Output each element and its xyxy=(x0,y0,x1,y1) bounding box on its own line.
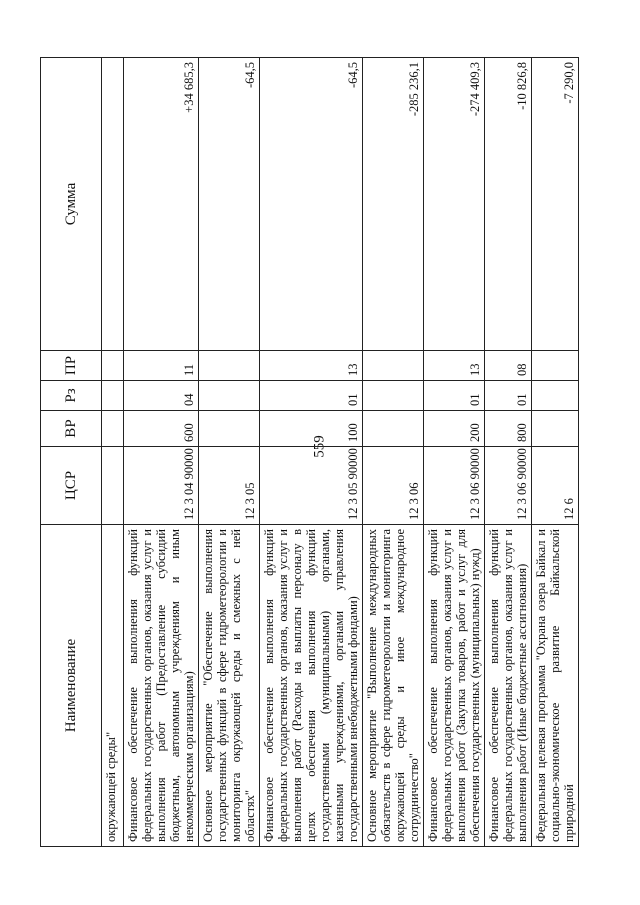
row-pr: 13 xyxy=(260,351,363,381)
row-csr: 12 6 xyxy=(532,447,579,525)
row-name: Финансовое обеспечение выполнения функций федеральных государственных органов, оказания услуг и выполнения работ (Иные бюджетные ассигнования) xyxy=(485,525,532,847)
row-sum: -64,5 xyxy=(199,58,260,351)
row-name: Основное мероприятие "Обеспечение выполнения государственных функций в сфере гидрометеорологии и мониторинга окружающей среды и смежных с ней областях" xyxy=(199,525,260,847)
row-pr: 08 xyxy=(485,351,532,381)
row-vr: 100 xyxy=(260,411,363,447)
table-row xyxy=(260,58,363,847)
row-name: Основное мероприятие "Выполнение международных обязательств в сфере гидрометеорологии и мониторинга окружающей среды и иное международное сотрудничество" xyxy=(363,525,424,847)
header-csr: ЦСР xyxy=(41,447,102,525)
row-csr: 12 3 05 xyxy=(199,447,260,525)
row-rz xyxy=(532,381,579,411)
table-row xyxy=(199,58,260,847)
budget-table xyxy=(40,57,579,847)
row-rz xyxy=(199,381,260,411)
row-pr: 13 xyxy=(424,351,485,381)
header-pr: ПР xyxy=(41,351,102,381)
row-rz: 01 xyxy=(424,381,485,411)
row-sum: -64,5 xyxy=(260,58,363,351)
row-vr: 800 xyxy=(485,411,532,447)
table-header xyxy=(41,58,102,847)
row-vr: 600 xyxy=(124,411,199,447)
row-pr xyxy=(532,351,579,381)
row-name: Финансовое обеспечение выполнения функций федеральных государственных органов, оказания услуг и выполнения работ (Закупка товаров, работ и услуг для обеспечения государственных (муниципальных) нужд) xyxy=(424,525,485,847)
continuation-text: окружающей среды" xyxy=(102,525,124,847)
budget-table-container xyxy=(40,57,600,847)
table-row xyxy=(363,58,424,847)
row-vr: 200 xyxy=(424,411,485,447)
row-sum: -10 826,8 xyxy=(485,58,532,351)
table-row xyxy=(124,58,199,847)
row-sum: -285 236,1 xyxy=(363,58,424,351)
row-csr: 12 3 06 90000 xyxy=(485,447,532,525)
row-csr: 12 3 06 xyxy=(363,447,424,525)
header-rz: Рз xyxy=(41,381,102,411)
row-pr xyxy=(199,351,260,381)
header-vr: ВР xyxy=(41,411,102,447)
row-name: Федеральная целевая программа "Охрана озера Байкал и социально-экономическое развитие Байкальской природной xyxy=(532,525,579,847)
header-name: Наименование xyxy=(41,525,102,847)
table-row xyxy=(485,58,532,847)
row-sum: -7 290,0 xyxy=(532,58,579,351)
row-rz: 01 xyxy=(485,381,532,411)
header-sum: Сумма xyxy=(41,58,102,351)
row-sum: -274 409,3 xyxy=(424,58,485,351)
row-rz: 04 xyxy=(124,381,199,411)
row-rz: 01 xyxy=(260,381,363,411)
table-row xyxy=(532,58,579,847)
row-sum: +34 685,3 xyxy=(124,58,199,351)
row-rz xyxy=(363,381,424,411)
row-name: Финансовое обеспечение выполнения функций федеральных государственных органов, оказания услуг и выполнения работ (Расходы на выплаты персоналу в целях обеспечения выполнения функций государственными (муниципальными) органами, казенными учреждениями, органами управления государственными внебюджетными фондами) xyxy=(260,525,363,847)
row-csr: 12 3 04 90000 xyxy=(124,447,199,525)
row-csr: 12 3 05 90000 xyxy=(260,447,363,525)
row-pr: 11 xyxy=(124,351,199,381)
row-vr xyxy=(532,411,579,447)
row-name: Финансовое обеспечение выполнения функций федеральных государственных органов, оказания услуг и выполнения работ (Предоставление субсидий бюджетным, автономным учреждениям и иным некоммерческим организациям) xyxy=(124,525,199,847)
page-number: 559 xyxy=(311,435,328,458)
row-csr: 12 3 06 90000 xyxy=(424,447,485,525)
row-pr xyxy=(363,351,424,381)
table-row-continuation xyxy=(102,58,124,847)
row-vr xyxy=(199,411,260,447)
row-vr xyxy=(363,411,424,447)
table-row xyxy=(424,58,485,847)
